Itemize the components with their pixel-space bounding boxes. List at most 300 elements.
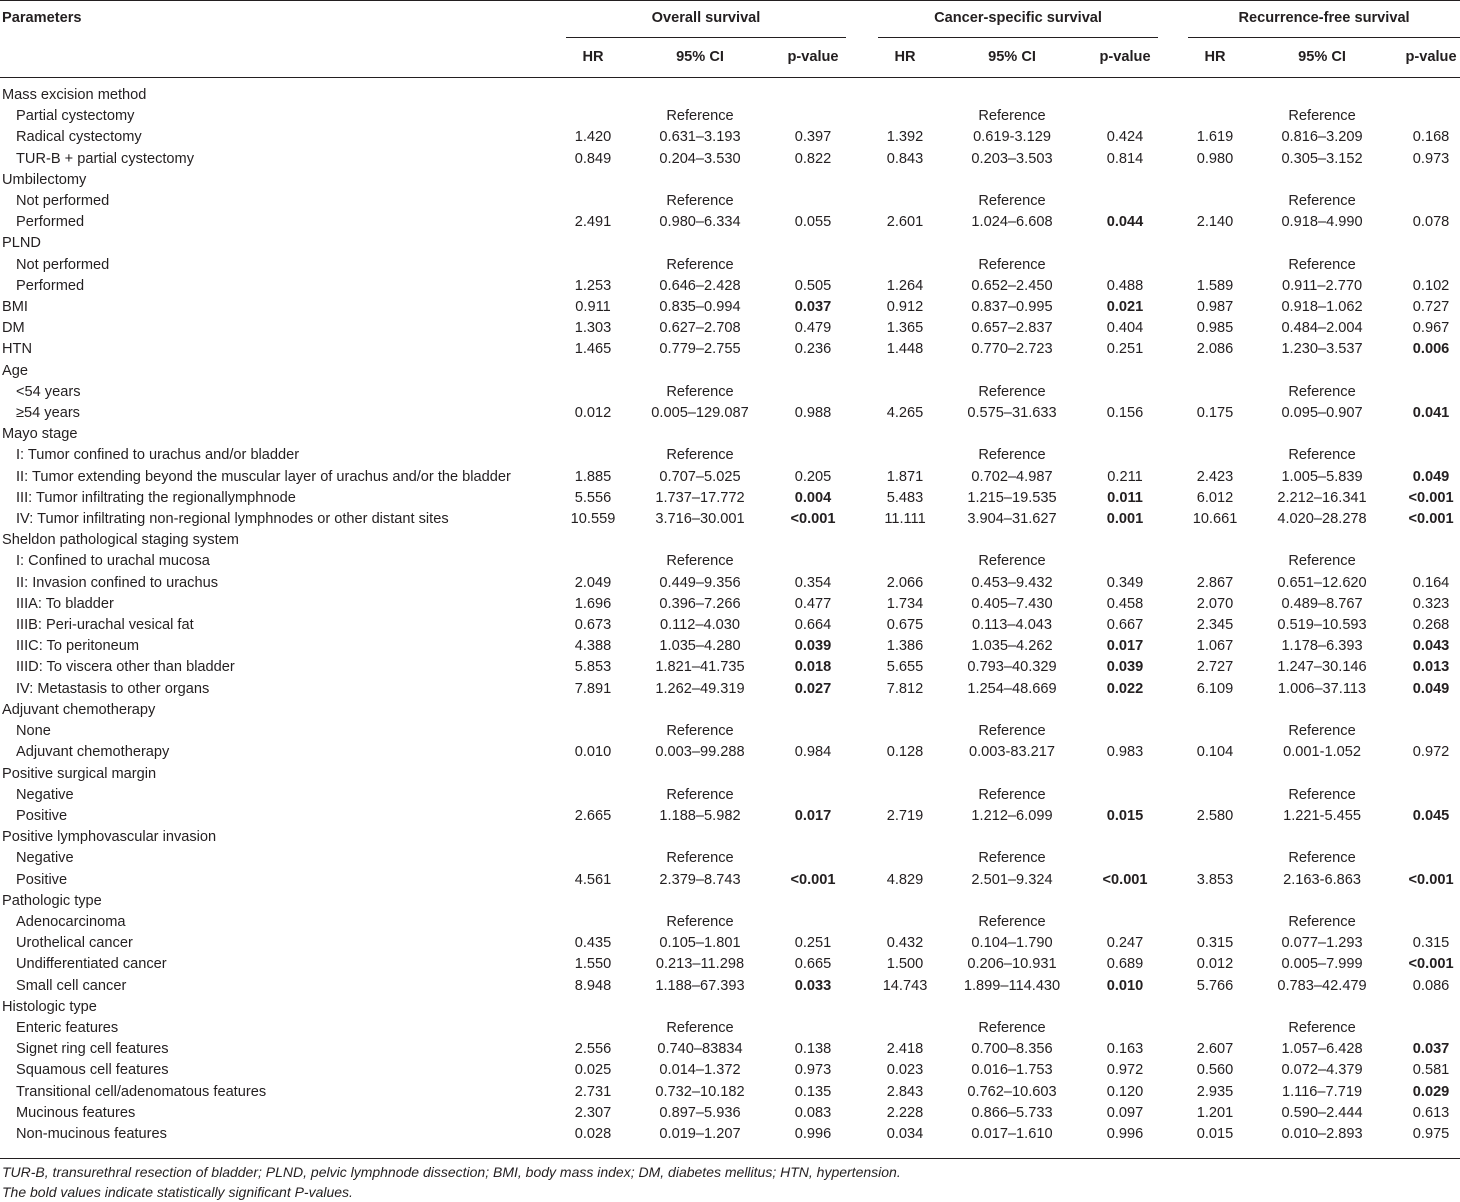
table-body: [0, 77, 1460, 1145]
category-label: Positive lymphovascular invasion: [2, 829, 217, 846]
p-css: 0.667: [1106, 617, 1144, 634]
hr-css: 1.264: [886, 277, 924, 294]
category-label: BMI: [2, 299, 28, 316]
hr-rfs: 1.589: [1196, 277, 1234, 294]
hr-os: 10.559: [570, 511, 616, 528]
hr-css: 0.432: [886, 935, 924, 952]
hr-rfs: 0.015: [1196, 1125, 1234, 1142]
p-os: 0.055: [794, 214, 832, 231]
ci-css: 0.453–9.432: [971, 574, 1053, 591]
level-label: Adenocarcinoma: [16, 913, 126, 930]
hr-css: 2.228: [886, 1104, 924, 1121]
table-row: [0, 339, 1460, 360]
reference-rfs: Reference: [1288, 108, 1356, 125]
p-os: 0.205: [794, 468, 832, 485]
hr-rfs: 0.175: [1196, 405, 1234, 422]
category-label: Umbilectomy: [2, 171, 87, 188]
ci-rfs: 0.484–2.004: [1281, 320, 1363, 337]
hr-os: 2.731: [574, 1083, 612, 1100]
ci-rfs: 1.006–37.113: [1277, 680, 1367, 697]
hr-rfs: 2.867: [1196, 574, 1234, 591]
hr-rfs: 0.315: [1196, 935, 1234, 952]
level-label: IIIB: Peri-urachal vesical fat: [16, 617, 194, 634]
level-label: Mucinous features: [16, 1104, 136, 1121]
hr-os: 5.853: [574, 659, 612, 676]
hr-rfs: 0.985: [1196, 320, 1234, 337]
hr-rfs: 0.104: [1196, 744, 1234, 761]
level-label: Not performed: [16, 193, 110, 210]
hr-os: 1.696: [574, 595, 612, 612]
reference-os: Reference: [666, 108, 734, 125]
p-os: <0.001: [790, 511, 836, 528]
ci-rfs: 0.095–0.907: [1281, 405, 1363, 422]
ci-rfs: 0.010–2.893: [1281, 1125, 1363, 1142]
p-rfs: 0.013: [1412, 659, 1450, 676]
level-label: IIIA: To bladder: [16, 595, 114, 612]
table-row: [0, 212, 1460, 233]
hr-rfs: 2.345: [1196, 617, 1234, 634]
p-rfs: 0.078: [1412, 214, 1450, 231]
p-rfs: 0.975: [1412, 1125, 1450, 1142]
ci-rfs: 1.057–6.428: [1281, 1041, 1363, 1058]
p-os: 0.004: [794, 489, 832, 506]
p-rfs: 0.613: [1412, 1104, 1450, 1121]
table-row: [0, 403, 1460, 424]
ci-rfs: 0.489–8.767: [1281, 595, 1363, 612]
header-p: p-value: [1405, 49, 1457, 65]
hr-rfs: 5.766: [1196, 977, 1234, 994]
p-css: 0.972: [1106, 1062, 1144, 1079]
category-label: Mass excision method: [2, 87, 147, 103]
ci-css: 0.762–10.603: [967, 1083, 1057, 1100]
reference-css: Reference: [978, 256, 1046, 273]
p-css: 0.996: [1106, 1125, 1144, 1142]
p-rfs: 0.315: [1412, 935, 1450, 952]
p-css: 0.349: [1106, 574, 1144, 591]
reference-os: Reference: [666, 913, 734, 930]
hr-os: 0.012: [574, 405, 612, 422]
p-rfs: 0.049: [1412, 680, 1450, 697]
ci-rfs: 0.519–10.593: [1277, 617, 1367, 634]
level-label: ≥54 years: [16, 405, 80, 422]
p-rfs: <0.001: [1408, 956, 1454, 973]
p-rfs: 0.037: [1412, 1041, 1450, 1058]
ci-css: 0.016–1.753: [971, 1062, 1053, 1079]
reference-css: Reference: [978, 723, 1046, 740]
p-css: <0.001: [1102, 871, 1148, 888]
reference-os: Reference: [666, 553, 734, 570]
ci-rfs: 0.005–7.999: [1281, 956, 1363, 973]
ci-css: 0.017–1.610: [971, 1125, 1053, 1142]
p-os: <0.001: [790, 871, 836, 888]
table-row: [0, 170, 1460, 191]
table-row: [0, 445, 1460, 466]
level-label: I: Confined to urachal mucosa: [16, 553, 210, 570]
ci-rfs: 4.020–28.278: [1277, 511, 1367, 528]
table-row: [0, 764, 1460, 785]
level-label: Squamous cell features: [16, 1062, 169, 1079]
category-label: Adjuvant chemotherapy: [2, 701, 156, 718]
hr-css: 2.719: [886, 807, 924, 824]
reference-css: Reference: [978, 108, 1046, 125]
hr-css: 5.483: [886, 489, 924, 506]
hr-css: 1.448: [886, 341, 924, 358]
ci-os: 0.019–1.207: [659, 1125, 741, 1142]
p-rfs: 0.029: [1412, 1083, 1450, 1100]
hr-os: 2.665: [574, 807, 612, 824]
hr-rfs: 0.012: [1196, 956, 1234, 973]
p-os: 0.505: [794, 277, 832, 294]
hr-rfs: 0.987: [1196, 299, 1234, 316]
hr-os: 1.253: [574, 277, 612, 294]
p-os: 0.037: [794, 299, 832, 316]
table-row: [0, 509, 1460, 530]
p-os: 0.039: [794, 638, 832, 655]
reference-rfs: Reference: [1288, 447, 1356, 464]
ci-os: 3.716–30.001: [655, 511, 745, 528]
hr-css: 4.829: [886, 871, 924, 888]
p-rfs: 0.168: [1412, 129, 1450, 146]
level-label: None: [16, 723, 51, 740]
p-css: 0.039: [1106, 659, 1144, 676]
table-row: [0, 636, 1460, 657]
level-label: Non-mucinous features: [16, 1125, 167, 1142]
hr-os: 4.561: [574, 871, 612, 888]
ci-css: 0.104–1.790: [971, 935, 1053, 952]
level-label: Undifferentiated cancer: [16, 956, 167, 973]
p-css: 0.044: [1106, 214, 1144, 231]
ci-os: 1.188–5.982: [659, 807, 741, 824]
category-label: HTN: [2, 341, 32, 358]
table-row: [0, 954, 1460, 975]
p-css: 0.010: [1106, 977, 1144, 994]
p-os: 0.251: [794, 935, 832, 952]
p-os: 0.973: [794, 1062, 832, 1079]
table-row: [0, 1103, 1460, 1124]
table-row: [0, 424, 1460, 445]
hr-css: 7.812: [886, 680, 924, 697]
ci-css: 1.215–19.535: [967, 489, 1057, 506]
hr-rfs: 2.727: [1196, 659, 1234, 676]
level-label: II: Tumor extending beyond the muscular layer of urachus and/or the bladder: [16, 468, 511, 485]
reference-os: Reference: [666, 1019, 734, 1036]
p-os: 0.397: [794, 129, 832, 146]
table-row: [0, 1039, 1460, 1060]
p-rfs: 0.164: [1412, 574, 1450, 591]
p-os: 0.033: [794, 977, 832, 994]
table-row: [0, 255, 1460, 276]
reference-css: Reference: [978, 383, 1046, 400]
ci-os: 0.005–129.087: [651, 405, 749, 422]
reference-css: Reference: [978, 913, 1046, 930]
hr-css: 1.871: [886, 468, 924, 485]
table-row: [0, 276, 1460, 297]
table-row: [0, 870, 1460, 891]
reference-css: Reference: [978, 193, 1046, 210]
table-row: [0, 127, 1460, 148]
ci-os: 1.737–17.772: [655, 489, 745, 506]
table-row: [0, 382, 1460, 403]
hr-css: 2.066: [886, 574, 924, 591]
table-row: [0, 318, 1460, 339]
reference-os: Reference: [666, 256, 734, 273]
table-row: [0, 933, 1460, 954]
table-row: [0, 191, 1460, 212]
table-row: [0, 891, 1460, 912]
ci-css: 0.700–8.356: [971, 1041, 1053, 1058]
hr-css: 14.743: [882, 977, 928, 994]
hr-css: 1.500: [886, 956, 924, 973]
hr-css: 5.655: [886, 659, 924, 676]
ci-rfs: 1.178–6.393: [1281, 638, 1363, 655]
p-rfs: 0.043: [1412, 638, 1450, 655]
ci-css: 1.899–114.430: [963, 977, 1061, 994]
ci-css: 0.405–7.430: [971, 595, 1053, 612]
hr-css: 1.365: [886, 320, 924, 337]
hr-os: 0.028: [574, 1125, 612, 1142]
reference-rfs: Reference: [1288, 850, 1356, 867]
p-rfs: 0.727: [1412, 299, 1450, 316]
p-rfs: 0.041: [1412, 405, 1450, 422]
level-label: IV: Metastasis to other organs: [16, 680, 210, 697]
ci-os: 1.035–4.280: [659, 638, 741, 655]
hr-rfs: 2.140: [1196, 214, 1234, 231]
ci-css: 0.702–4.987: [971, 468, 1053, 485]
header-overall-survival: Overall survival: [651, 10, 761, 26]
level-label: IV: Tumor infiltrating non-regional lymphnodes or other distant sites: [16, 511, 449, 528]
ci-rfs: 1.116–7.719: [1281, 1083, 1363, 1100]
reference-rfs: Reference: [1288, 193, 1356, 210]
p-os: 0.664: [794, 617, 832, 634]
level-label: Positive: [16, 807, 68, 824]
ci-os: 0.213–11.298: [655, 956, 745, 973]
table-row: [0, 551, 1460, 572]
ci-os: 0.014–1.372: [659, 1062, 741, 1079]
header-hr: HR: [1204, 49, 1226, 65]
reference-rfs: Reference: [1288, 786, 1356, 803]
ci-os: 0.003–99.288: [655, 744, 745, 761]
p-css: 0.251: [1106, 341, 1144, 358]
ci-rfs: 0.783–42.479: [1277, 977, 1367, 994]
level-label: Not performed: [16, 256, 110, 273]
hr-rfs: 2.607: [1196, 1041, 1234, 1058]
p-css: 0.017: [1106, 638, 1144, 655]
ci-css: 0.770–2.723: [971, 341, 1053, 358]
category-label: Histologic type: [2, 998, 97, 1015]
header-hr: HR: [894, 49, 916, 65]
ci-os: 1.262–49.319: [655, 680, 745, 697]
ci-rfs: 2.212–16.341: [1277, 489, 1367, 506]
category-label: Mayo stage: [2, 426, 78, 443]
level-label: Adjuvant chemotherapy: [16, 744, 170, 761]
ci-rfs: 0.077–1.293: [1281, 935, 1363, 952]
hr-rfs: 6.109: [1196, 680, 1234, 697]
hr-css: 11.111: [884, 511, 926, 528]
level-label: I: Tumor confined to urachus and/or bladder: [16, 447, 300, 464]
ci-css: 1.024–6.608: [971, 214, 1053, 231]
category-label: Sheldon pathological staging system: [2, 532, 239, 549]
ci-css: 0.575–31.633: [967, 405, 1057, 422]
level-label: Transitional cell/adenomatous features: [16, 1083, 267, 1100]
ci-rfs: 2.163-6.863: [1283, 871, 1361, 888]
hr-rfs: 2.580: [1196, 807, 1234, 824]
category-label: DM: [2, 320, 25, 337]
table-row: [0, 1124, 1460, 1145]
hr-rfs: 2.086: [1196, 341, 1234, 358]
reference-os: Reference: [666, 723, 734, 740]
table-row: [0, 1018, 1460, 1039]
ci-os: 2.379–8.743: [659, 871, 741, 888]
ci-css: 0.793–40.329: [967, 659, 1057, 676]
ci-os: 0.980–6.334: [659, 214, 741, 231]
reference-os: Reference: [666, 786, 734, 803]
hr-rfs: 10.661: [1192, 511, 1238, 528]
table-row: [0, 912, 1460, 933]
reference-os: Reference: [666, 447, 734, 464]
p-css: 0.689: [1106, 956, 1144, 973]
hr-os: 2.307: [574, 1104, 612, 1121]
ci-css: 0.203–3.503: [971, 150, 1053, 167]
hr-rfs: 1.201: [1196, 1104, 1234, 1121]
reference-rfs: Reference: [1288, 913, 1356, 930]
reference-rfs: Reference: [1288, 1019, 1356, 1036]
hr-rfs: 0.980: [1196, 150, 1234, 167]
header-spacer: [0, 77, 1460, 85]
p-rfs: <0.001: [1408, 511, 1454, 528]
category-label: Positive surgical margin: [2, 765, 157, 782]
p-css: 0.163: [1106, 1041, 1144, 1058]
reference-rfs: Reference: [1288, 553, 1356, 570]
p-os: 0.138: [794, 1041, 832, 1058]
p-rfs: 0.102: [1412, 277, 1450, 294]
table-row: [0, 997, 1460, 1018]
table-row: [0, 233, 1460, 254]
reference-css: Reference: [978, 447, 1046, 464]
table-row: [0, 657, 1460, 678]
p-os: 0.479: [794, 320, 832, 337]
reference-rfs: Reference: [1288, 256, 1356, 273]
p-css: 0.424: [1106, 129, 1144, 146]
p-css: 0.015: [1106, 807, 1144, 824]
footnote-bold-note: The bold values indicate statistically significant P-values.: [2, 1184, 353, 1200]
hr-os: 2.556: [574, 1041, 612, 1058]
ci-css: 0.206–10.931: [967, 956, 1057, 973]
hr-css: 0.128: [886, 744, 924, 761]
hr-css: 1.386: [886, 638, 924, 655]
hr-os: 8.948: [574, 977, 612, 994]
ci-rfs: 1.005–5.839: [1281, 468, 1363, 485]
table-row: [0, 530, 1460, 551]
reference-rfs: Reference: [1288, 723, 1356, 740]
p-rfs: 0.045: [1412, 807, 1450, 824]
hr-rfs: 1.067: [1196, 638, 1234, 655]
reference-css: Reference: [978, 850, 1046, 867]
level-label: Negative: [16, 786, 74, 803]
hr-css: 0.843: [886, 150, 924, 167]
p-css: 0.211: [1107, 468, 1143, 485]
ci-os: 0.707–5.025: [659, 468, 741, 485]
table-row: [0, 1082, 1460, 1103]
p-os: 0.984: [794, 744, 832, 761]
p-os: 0.135: [794, 1083, 832, 1100]
p-rfs: 0.049: [1412, 468, 1450, 485]
ci-rfs: 0.001-1.052: [1283, 744, 1361, 761]
hr-os: 1.465: [574, 341, 612, 358]
header-ci: 95% CI: [1298, 49, 1346, 65]
hr-css: 2.843: [886, 1083, 924, 1100]
header-cancer-specific-survival: Cancer-specific survival: [934, 10, 1102, 26]
ci-os: 0.779–2.755: [659, 341, 741, 358]
table-row: [0, 1060, 1460, 1081]
ci-css: 0.657–2.837: [971, 320, 1053, 337]
ci-rfs: 0.918–1.062: [1281, 299, 1363, 316]
ci-os: 0.897–5.936: [659, 1104, 741, 1121]
p-rfs: 0.268: [1412, 617, 1450, 634]
hr-rfs: 6.012: [1196, 489, 1234, 506]
table-row: [0, 615, 1460, 636]
p-css: 0.011: [1107, 489, 1143, 506]
ci-rfs: 0.918–4.990: [1281, 214, 1363, 231]
hr-rfs: 2.423: [1196, 468, 1234, 485]
reference-css: Reference: [978, 786, 1046, 803]
p-css: 0.247: [1106, 935, 1144, 952]
level-label: Urothelical cancer: [16, 935, 133, 952]
ci-css: 1.035–4.262: [971, 638, 1053, 655]
ci-rfs: 0.911–2.770: [1281, 277, 1363, 294]
table-row: [0, 106, 1460, 127]
reference-os: Reference: [666, 850, 734, 867]
header-parameters: Parameters: [2, 10, 82, 26]
ci-css: 0.837–0.995: [971, 299, 1053, 316]
footnote-abbreviations: TUR-B, transurethral resection of bladder; PLND, pelvic lymphnode dissection; BMI, body mass index; DM, diabetes mellitus; HTN, hypertension.: [2, 1164, 901, 1180]
ci-os: 0.835–0.994: [659, 299, 741, 316]
ci-css: 0.866–5.733: [971, 1104, 1053, 1121]
p-css: 0.488: [1106, 277, 1144, 294]
p-css: 0.022: [1106, 680, 1144, 697]
p-rfs: 0.006: [1412, 341, 1450, 358]
hr-os: 4.388: [574, 638, 612, 655]
ci-css: 0.652–2.450: [971, 277, 1053, 294]
table-row: [0, 488, 1460, 509]
ci-css: 3.904–31.627: [967, 511, 1057, 528]
p-css: 0.814: [1106, 150, 1144, 167]
level-label: Negative: [16, 850, 74, 867]
ci-os: 0.449–9.356: [659, 574, 741, 591]
p-os: 0.996: [794, 1125, 832, 1142]
hr-os: 1.550: [574, 956, 612, 973]
p-os: 0.236: [794, 341, 832, 358]
hr-css: 2.601: [886, 214, 924, 231]
level-label: Radical cystectomy: [16, 129, 142, 146]
bottom-rule: [0, 1158, 1460, 1159]
ci-rfs: 0.651–12.620: [1277, 574, 1367, 591]
level-label: Partial cystectomy: [16, 108, 135, 125]
hr-css: 1.392: [886, 129, 924, 146]
header-hr: HR: [582, 49, 604, 65]
hr-css: 2.418: [886, 1041, 924, 1058]
level-label: III: Tumor infiltrating the regionallymphnode: [16, 489, 296, 506]
hr-css: 0.034: [886, 1125, 924, 1142]
level-label: Performed: [16, 214, 85, 231]
hr-rfs: 3.853: [1196, 871, 1234, 888]
p-css: 0.458: [1106, 595, 1144, 612]
table-row: [0, 827, 1460, 848]
table-row: [0, 149, 1460, 170]
level-label: TUR-B + partial cystectomy: [16, 150, 195, 167]
ci-os: 1.188–67.393: [655, 977, 745, 994]
ci-css: 2.501–9.324: [971, 871, 1053, 888]
ci-os: 0.627–2.708: [659, 320, 741, 337]
